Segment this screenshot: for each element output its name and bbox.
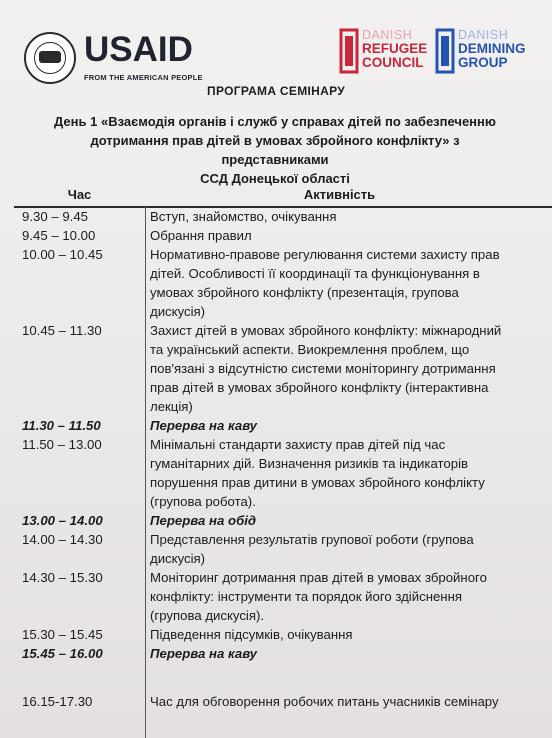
row-activity [150,511,552,530]
day-title-line: ССД Донецької області [200,171,350,186]
logo-header [0,22,552,82]
activity-line: дискусія) [150,304,206,319]
activity-line: Перерва на каву [150,646,257,661]
row-time: 15.30 – 15.45 [22,627,103,642]
row-time: 16.15-17.30 [22,694,93,709]
activity-line: дискусія) [150,551,206,566]
activity-line: Перерва на обід [150,513,257,528]
drc-danish: DANISH [362,28,413,42]
table-header [14,184,552,205]
activity-line: Представлення результатів групової роботи (групова [150,532,474,547]
day-title [40,112,510,188]
activity-line: Час для обговорення робочих питань учасників семінару [150,694,499,709]
usaid-seal-logo [24,32,76,84]
activity-line: лекція) [150,399,193,414]
activity-line: пов'язані з відсутністю системи моніторингу дотримання [150,361,496,376]
ddg-line2: GROUP [458,55,508,70]
day-title-line: дотримання прав дітей в умовах збройного конфлікту» з представниками [90,133,460,167]
activity-line: Мінімальні стандарти захисту прав дітей під час [150,437,446,452]
schedule-table [14,184,552,709]
activity-line: дітей. Особливості її координації та функціонування в [150,266,480,281]
row-activity [150,530,552,568]
activity-line: гуманітарних дій. Визначення ризиків та індикаторів [150,456,469,471]
time-column-header: Час [67,187,92,202]
activity-line: Захист дітей в умовах збройного конфлікту: міжнародний [150,323,502,338]
activity-column-header: Активність [303,187,376,202]
column-divider [145,206,146,738]
row-activity [150,568,552,625]
row-time: 9.30 – 9.45 [22,209,88,224]
row-activity [150,435,552,511]
activity-line: Обрання правил [150,228,252,243]
activity-line: прав дітей в умовах збройного конфлікту (інтерактивна [150,380,489,395]
activity-line: Підведення підсумків, очікування [150,627,353,642]
row-time: 11.30 – 11.50 [22,418,101,433]
drc-logo-mark [339,28,359,74]
ddg-danish: DANISH [458,28,509,42]
usaid-tagline: FROM THE AMERICAN PEOPLE [84,73,203,82]
row-time: 13.00 – 14.00 [22,513,103,528]
handshake-icon [39,51,61,63]
activity-line: Вступ, знайомство, очікування [150,209,337,224]
row-time: 14.30 – 15.30 [22,570,103,585]
row-time: 10.00 – 10.45 [22,247,103,262]
row-activity [150,692,552,711]
activity-line: та український аспекти. Виокремлення проблем, що [150,342,470,357]
activity-line: конфлікту: інструменти та порядок його здійснення [150,589,463,604]
activity-line: Моніторинг дотримання прав дітей в умовах збройного [150,570,487,585]
row-time: 10.45 – 11.30 [22,323,102,338]
activity-line: Перерва на каву [150,418,257,433]
row-time: 15.45 – 16.00 [22,646,103,661]
row-activity [150,416,552,435]
row-activity [150,321,552,416]
document-title: ПРОГРАМА СЕМІНАРУ [207,84,345,98]
row-activity [150,625,552,644]
row-activity [150,207,552,226]
row-time: 11.50 – 13.00 [22,437,102,452]
row-activity [150,644,552,663]
row-activity [150,245,552,321]
activity-line: умовах збройного конфлікту (презентація, групова [150,285,459,300]
drc-logo-text [362,28,427,70]
ddg-line1: DEMINING [458,41,526,56]
ddg-logo-text [458,28,526,70]
activity-line: Нормативно-правове регулювання системи захисту прав [150,247,500,262]
drc-line1: REFUGEE [362,41,428,56]
usaid-logo-text: USAID [84,30,193,69]
drc-line2: COUNCIL [362,55,424,70]
row-time: 9.45 – 10.00 [22,228,96,243]
day-title-line: День 1 «Взаємодія органів і служб у справах дітей по забезпеченню [54,114,496,129]
activity-line: (групова робота). [150,494,256,509]
activity-line: (групова дискусія). [150,608,265,623]
activity-line: порушення прав дитини в умовах збройного конфлікту [150,475,485,490]
ddg-logo-mark [435,28,455,74]
row-activity [150,226,552,245]
row-time: 14.00 – 14.30 [22,532,103,547]
